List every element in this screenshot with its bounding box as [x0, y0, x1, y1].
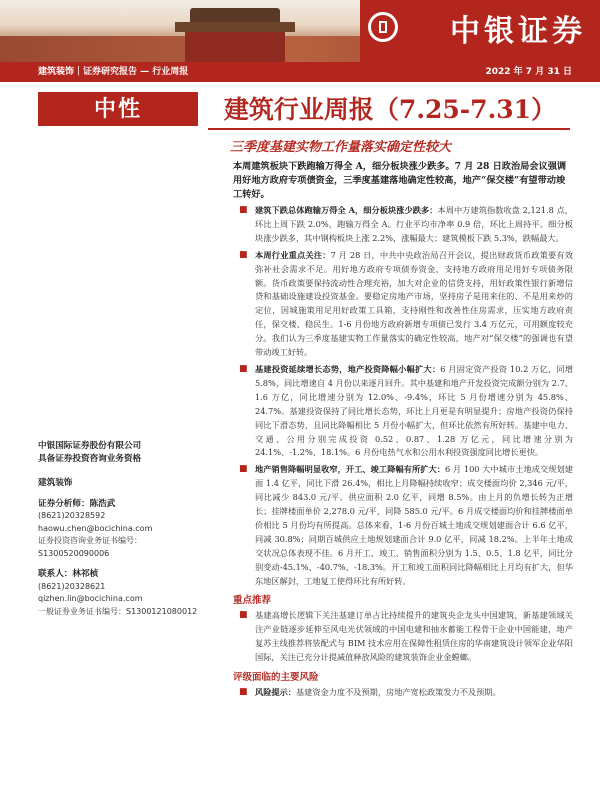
bullet-heading: 基建投资延续增长态势，地产投资降幅小幅扩大： [255, 363, 441, 374]
bullet-marker-icon: ■ [239, 610, 248, 621]
bullet-item [233, 363, 573, 460]
bullet-marker-icon: ■ [239, 363, 248, 374]
bullet-item [233, 463, 573, 588]
contact-name: 联系人：林祁桢 [38, 569, 99, 579]
title-divider [208, 128, 570, 130]
report-subtitle: 三季度基建实物工作量落实确定性较大 [230, 140, 452, 155]
bullet-item [233, 249, 573, 360]
report-date: 2022 年 7 月 31 日 [485, 67, 572, 77]
brand-name: 中银证券 [450, 14, 586, 49]
bullet-marker-icon: ■ [239, 249, 248, 260]
bullet-heading: 地产销售降幅明显收窄，开工、竣工降幅有所扩大： [255, 464, 446, 475]
risk-item [233, 686, 573, 700]
bullet-marker-icon: ■ [239, 464, 248, 475]
palace-hall-image [185, 32, 285, 62]
report-info-bar [0, 62, 600, 82]
risk-text: 基建资金力度不及预期，房地产宽松政策发力不及预期。 [295, 687, 501, 698]
bullet-text: 7 月 28 日，中共中央政治局召开会议，提出财政货币政策要有效弥补社会需求不足。用好地方政府专项债券资金，支持地方政府用足用好专项债务限额。货币政策要保持流动性合理充裕，加大对企业的信贷支持，用好政策性银行新增信贷和基础设施建设投资基金。要稳定房地产市场，坚持房子是用来住的、不是用来炒的定位，因城施策用足用好政策工具箱，支持刚性和改善性住房需求，压实地方政府责任，保交楼、稳民生。1-6 月份地方政府新增专项债已发行 3.4 万亿元，可用额度较充分。我们认为三季度基建实物工作量落实的确定性较高，地产对“保交楼”的强调也有望带动竣工好转。 [255, 249, 573, 358]
bullet-text: 本周中万建筑指数收盘 2,121.8 点，环比上周下跌 2.0%，跑输万得全 A。行业平均市净率 0.9 倍，环比上周持平。细分板块涨少跌多，其中钢构板块上涨 2.2%，涨幅最大；建筑模板下跌 5.3%，跌幅最大。 [255, 205, 573, 243]
bullet-text: 6 月固定资产投资 10.2 万亿，同增 5.8%，同比增速自 4 月份以来逐月回升。其中基建和地产开发投资完成额分别为 2.7、1.6 万亿，同比增速分别为 12.0%、-9.4%，环比 5 月份增速分别为 45.8%、24.7%。基建投资保持了同比增长态势，环比上月更是有明显提升；房地产投资仍保持同比下滑态势，且同比降幅相比 5 月份小幅扩大，但环比依然有所好转。基建中电力、交通、公用分别完成投资 0.52、0.87、1.28 万亿元，同比增速分别为 24.1%、-1.2%、18.1%。6 月份电热气水和公用水利投资强度同比增长更快。 [255, 363, 573, 458]
recommend-text: 基建高增长逻辑下关注基建订单占比持续提升的建筑央企龙头中国建筑，新基建领域关注产业链逐步延伸至风电光伏领域的中国电建和抽水蓄能工程骨干企业中国能建，地产复苏主线推荐将装配式与 BIM 技术应用在保障性租赁住房的华南建筑设计领军企业华阳国际，关注已充分计提减值释放风险的建筑装饰企业金螳螂。 [255, 610, 573, 663]
recommend-item [233, 609, 573, 665]
bullet-text: 6 月 100 大中城市土地成交规划建面 1.4 亿平，同比下滑 26.4%，相比上月降幅持续收窄；成交楼面均价 2,346 元/平，同比减少 843.0 元/平。供应面积 2.0 亿平，同增 8.5%。由上月的负增长转为正增长；挂牌楼面单价 2,278.0 元/平，同降 585.0 元/平。6 月成交楼面均价和挂牌楼面单价相比 5 月份均有所提高。总体来看，1-6 月份百城土地成交规划建面合计 6.6 亿平，同减 30.8%；同期百城供应土地规划建面合计 9.0 亿平，同减 18.2%。上半年土地成交状况总体表现不佳。6 月开工、竣工、销售面积分别为 1.5、0.5、1.8 亿平，同比分别变动-45.1%、-40.7%、-18.3%。开工和竣工面积同比降幅相比上月均有扩大，但华东地区解封，工地复工使得环比有所好转。 [255, 464, 573, 586]
sector-label: 建筑装饰 [38, 478, 73, 488]
analyst-phone: (8621)20328592 [38, 511, 106, 520]
report-category: 建筑装饰｜证券研究报告 — 行业周报 [38, 67, 189, 77]
recommend-heading: 重点推荐 [233, 595, 272, 607]
bullet-marker-icon: ■ [239, 205, 248, 215]
analyst-cert: 证券投资咨询业务证书编号：S1300520090006 [38, 536, 142, 558]
analyst-name: 证券分析师：陈浩武 [38, 498, 116, 509]
risk-heading: 评级面临的主要风险 [233, 672, 319, 684]
bullet-marker-icon: ■ [239, 687, 248, 698]
boc-logo-icon [368, 12, 398, 42]
contact-phone: (8621)20328621 [38, 581, 106, 591]
rating-badge: 中性 [38, 92, 198, 126]
header-banner [0, 0, 600, 62]
analyst-email[interactable]: haowu.chen@bocichina.com [38, 523, 153, 533]
bullet-heading: 建筑下跌总体跑输万得全 A，细分板块涨少跌多： [255, 205, 438, 215]
sidebar [38, 440, 213, 618]
risk-label: 风险提示： [255, 687, 296, 698]
contact-cert: 一般证券业务证书编号：S1300121080012 [38, 606, 198, 616]
palace-eave-image [175, 22, 295, 32]
license-text: 具备证券投资咨询业务资格 [38, 453, 142, 464]
lead-summary: 本周建筑板块下跌跑输万得全 A，细分板块涨少跌多。7 月 28 日政治局会议强调用好地方政府专项债资金，三季度基建落地确定性较高，地产“保交楼”有望带动竣工转好。 [233, 161, 567, 200]
bullet-item [233, 204, 573, 246]
company-name: 中银国际证券股份有限公司 [38, 441, 142, 451]
report-title: 建筑行业周报（7.25-7.31） [223, 95, 557, 124]
contact-email[interactable]: qizhen.lin@bocichina.com [38, 594, 143, 603]
bullet-heading: 本周行业重点关注： [255, 249, 331, 260]
main-content [233, 204, 573, 703]
